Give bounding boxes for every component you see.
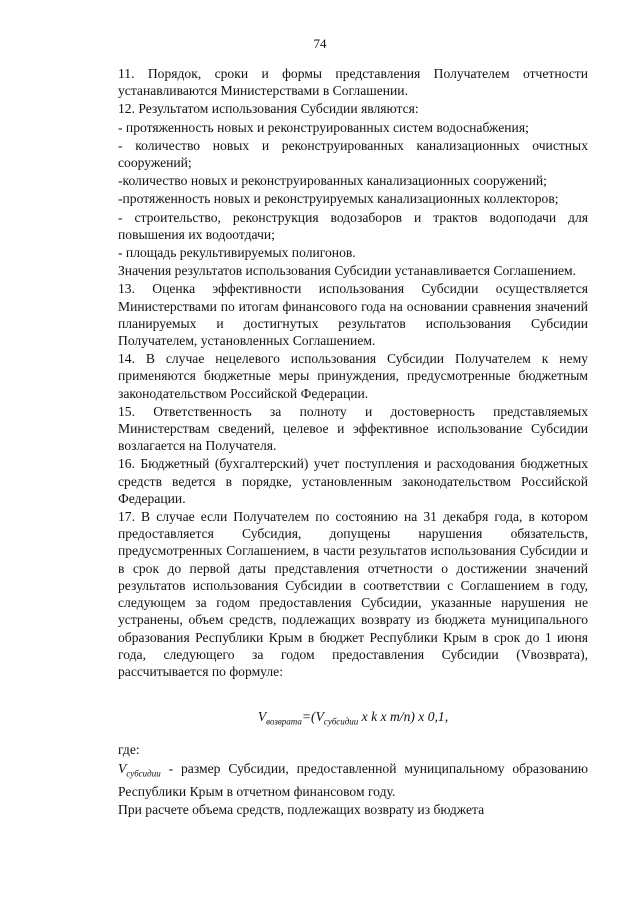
formula-rhs: x k x m/n) x 0,1, xyxy=(358,709,449,725)
formula-middle: =(V xyxy=(301,709,324,725)
definition-var-sub: субсидии xyxy=(126,768,161,779)
result-item-water-supply: - протяженность новых и реконструированных систем водоснабжения; xyxy=(118,119,529,135)
paragraph-13: 13. Оценка эффективности использования Субсидии осуществляется Министерствами по итогам финансового года на основании сравнения значений планируемых и достигнутых результатов использования Субсидии Получателем, установленных Соглашением. xyxy=(118,281,588,349)
paragraph-values: Значения результатов использования Субсидии устанавливается Соглашением. xyxy=(118,263,577,279)
definition-subsidy xyxy=(118,760,588,800)
paragraph-12: 12. Результатом использования Субсидии являются: xyxy=(118,101,419,117)
formula-lhs-sub: возврата xyxy=(266,716,302,727)
paragraph-11: 11. Порядок, сроки и формы представления Получателем отчетности устанавливаются Министерствами в Соглашении. xyxy=(118,66,588,99)
formula-lhs: V xyxy=(257,709,267,725)
formula-middle-sub: субсидии xyxy=(323,716,359,727)
where-label: где: xyxy=(118,742,140,758)
refund-formula xyxy=(118,708,588,731)
paragraph-14: 14. В случае нецелевого использования Субсидии Получателем к нему применяются бюджетные меры принуждения, предусмотренные бюджетным законодательством Российской Федерации. xyxy=(118,351,588,401)
result-item-water-intake: - строительство, реконструкция водозаборов и трактов водоподачи для повышения их водоотдачи; xyxy=(118,209,588,242)
definition-text: - размер Субсидии, предоставленной муниципальному образованию Республики Крым в отчетном финансовом году. xyxy=(118,761,588,800)
paragraph-15: 15. Ответственность за полноту и достоверность представляемых Министерствам сведений, целевое и эффективное использование Субсидии возлагается на Получателя. xyxy=(118,403,588,454)
paragraph-16: 16. Бюджетный (бухгалтерский) учет поступления и расходования бюджетных средств ведется в порядке, установленным законодательством Российской Федерации. xyxy=(118,456,588,506)
paragraph-calculation: При расчете объема средств, подлежащих возврату из бюджета xyxy=(118,802,485,818)
result-item-sewer-structures: -количество новых и реконструированных канализационных сооружений; xyxy=(118,173,547,189)
page-number: 74 xyxy=(313,36,327,51)
paragraph-17: 17. В случае если Получателем по состоянию на 31 декабря года, в котором предоставляется Субсидия, допущены нарушения обязательств, предусмотренных Соглашением, в части результатов использования Субсидии и в срок до первой даты представления отчетности о достижении значений результатов использования Субсидии в соответствии с Соглашением в году, следующем за годом предоставления Субсидии, указанные нарушения не устранены, объем средств, подлежащих возврату из бюджета муниципального образования Республики Крым в бюджет Республики Крым в срок до 1 июня года, следующего за годом предоставления Субсидии (Vвозврата), рассчитывается по формуле: xyxy=(118,509,588,679)
result-item-landfills: - площадь рекультивируемых полигонов. xyxy=(118,245,356,261)
result-item-collectors: -протяженность новых и реконструируемых канализационных коллекторов; xyxy=(118,191,559,207)
document-body xyxy=(118,65,588,820)
definition-var: V xyxy=(118,761,127,777)
result-item-treatment-plants: - количество новых и реконструированных канализационных очистных сооружений; xyxy=(118,137,588,171)
